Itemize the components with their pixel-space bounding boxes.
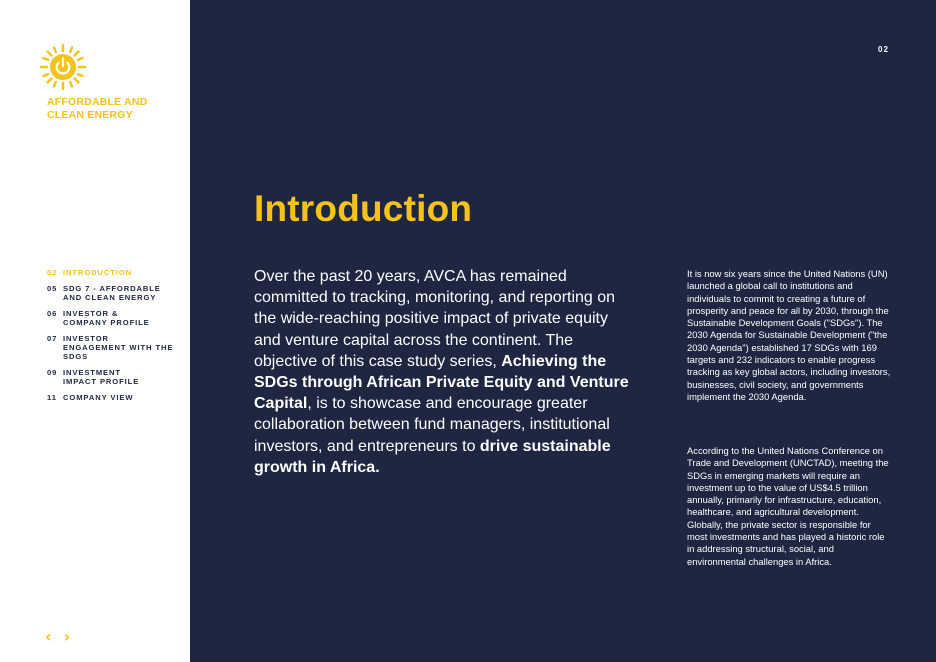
logo-line-2: CLEAN ENERGY — [47, 108, 133, 121]
toc-item-number: 09 — [47, 368, 58, 377]
toc-item-label: COMPANY VIEW — [63, 393, 134, 402]
toc-item-introduction[interactable] — [47, 268, 187, 277]
toc-item-investor-company-profile[interactable] — [47, 309, 187, 327]
toc-item-company-view[interactable] — [47, 393, 187, 402]
toc-item-number: 11 — [47, 393, 57, 402]
sun-power-icon — [39, 43, 87, 91]
toc-item-number: 07 — [47, 334, 58, 343]
toc-item-label: INTRODUCTION — [63, 268, 133, 277]
page-number: 02 — [878, 45, 889, 54]
lead-bold-1: Achieving the SDGs through African Private Equity and Venture Capital — [254, 352, 629, 413]
toc-item-label: INVESTMENT IMPACT PROFILE — [63, 368, 140, 386]
side-paragraph-2: According to the United Nations Conference on Trade and Development (UNCTAD), meeting the SDGs in emerging markets will require an investment up to the value of US$4.5 trillion annually, primarily for infrastructure, education, healthcare, and agricultural development. Globally, the private sector is responsible for most investments and has played a historic role in addressing structural, social, and environmental challenges in Africa. — [687, 445, 889, 567]
toc-item-investor-engagement[interactable] — [47, 334, 187, 361]
lead-bold-2: drive sustainable growth in Africa. — [254, 437, 611, 476]
side-paragraph-1: It is now six years since the United Nations (UN) launched a global call to institutions and individuals to commit to creating a future of prosperity and peace for all by 2030, through the Sustainable Development Goals ("SDGs"). The 2030 Agenda for Sustainable Development ("the 2030 Agenda") established 17 SDGs with 169 targets and 232 indicators to enable progress tracking as key global actors, including investors, businesses, civil society, and governments implement the 2030 Agenda. — [687, 268, 891, 402]
toc-item-label: INVESTOR & COMPANY PROFILE — [63, 309, 150, 327]
table-of-contents — [47, 268, 187, 409]
lead-text-2: , is to showcase and encourage greater collaboration between fund managers, institutional investors, and entrepreneurs to — [254, 395, 610, 455]
toc-item-label: INVESTOR ENGAGEMENT WITH THE SDGS — [63, 334, 174, 361]
lead-paragraph — [254, 266, 636, 478]
sidebar — [0, 0, 190, 662]
section-logo-label — [47, 96, 177, 121]
prev-page-button[interactable]: ‹ — [45, 627, 52, 646]
toc-item-investment-impact-profile[interactable] — [47, 368, 187, 386]
toc-item-label: SDG 7 - AFFORDABLE AND CLEAN ENERGY — [63, 284, 161, 302]
lead-text-1: Over the past 20 years, AVCA has remained committed to tracking, monitoring, and reporting on the wide-reaching positive impact of private equity and venture capital across the continent. The objective of this case study series, — [254, 268, 616, 370]
page-navigation — [45, 627, 71, 646]
toc-item-number: 05 — [47, 284, 58, 293]
toc-item-number: 06 — [47, 309, 58, 318]
next-page-button[interactable]: › — [63, 627, 71, 646]
toc-item-sdg7[interactable] — [47, 284, 187, 302]
logo-line-1: AFFORDABLE AND — [47, 96, 148, 108]
page-title: Introduction — [254, 188, 473, 229]
main-content — [190, 0, 936, 662]
toc-item-number: 02 — [47, 268, 58, 277]
